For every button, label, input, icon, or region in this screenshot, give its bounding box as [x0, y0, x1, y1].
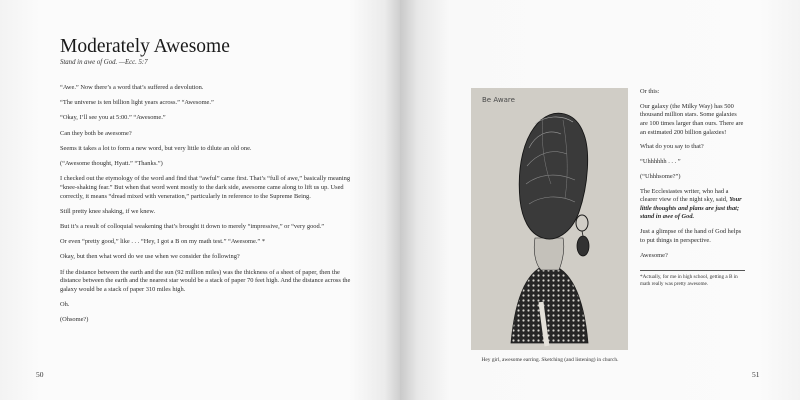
sketch-illustration [471, 88, 628, 350]
paragraph: Okay, but then what word do we use when we consider the following? [60, 253, 240, 261]
ecclesiastes-quote: Your little thoughts and plans are just that; stand in awe of God. [640, 196, 742, 221]
footnote-rule [640, 270, 745, 271]
sketch-handwritten-label: Be Aware [482, 96, 515, 104]
paragraph: If the distance between the earth and the sun (92 million miles) was the thickness of a sheet of paper, then the distance between the earth and the nearest star would be a stack of paper 70 feet high. And the distance across the galaxy would be a stack of paper 310 miles high. [60, 268, 351, 294]
paragraph: (“Awesome thought, Hyatt.” “Thanks.”) [60, 160, 163, 168]
paragraph: Or this: [640, 88, 660, 95]
page-number-left: 50 [36, 370, 44, 379]
paragraph: Our galaxy (the Milky Way) has 500 thousand million stars. Some galaxies are 100 times larger than ours. There are an estimated 200 billion galaxies! [640, 102, 744, 136]
paragraph: Awesome? [640, 251, 668, 259]
paragraph: Just a glimpse of the hand of God helps to put things in perspective. [640, 228, 742, 244]
paragraph: “Uhhhhhh . . . ” [640, 158, 681, 166]
paragraph: I checked out the etymology of the word and find that “awful” came first. That’s “full of awe,” basically meaning “knee-shaking fear.” But when that word went mostly to the dark side, awesome came along to lift us up. Used correctly, it means “dread mixed with veneration,” particularly in reference to the Supreme Being. [60, 175, 351, 200]
paragraph: “Okay, I’ll see you at 5:00.” “Awesome.” [60, 114, 166, 122]
side-column [640, 88, 745, 288]
paragraph: Can they both be awesome? [60, 129, 132, 137]
paragraph: (“Uhhhsome?”) [640, 172, 681, 180]
paragraph: (Ohsome?) [60, 316, 89, 324]
page-number-right: 51 [752, 370, 760, 379]
paragraph: Oh. [60, 301, 70, 309]
paragraph: But it’s a result of colloquial weakening that’s brought it down to merely “impressive,” or “very good.” [60, 223, 325, 231]
paragraph: “The universe is ten billion light years across.” “Awesome.” [60, 99, 214, 107]
ecclesiastes-text: The Ecclesiastes writer, who had a clearer view of the night sky, said, [640, 187, 730, 204]
body-text [60, 84, 360, 332]
sketch-caption: Hey girl, awesome earring. Sketching (and listening) in church. [481, 357, 619, 363]
right-page [400, 0, 800, 400]
paragraph: Or even “pretty good,” like . . . “Hey, I got a B on my math test.” “Awesome.” * [60, 238, 266, 246]
paragraph: Still pretty knee shaking, if we knew. [60, 207, 156, 215]
epigraph: Stand in awe of God. —Ecc. 5:7 [60, 59, 148, 66]
paragraph: What do you say to that? [640, 143, 704, 151]
ecclesiastes-paragraph [640, 188, 745, 222]
footnote: *Actually, for me in high school, getting a B in math really was pretty awesome. [640, 274, 738, 288]
chapter-title: Moderately Awesome [60, 36, 230, 57]
paragraph: “Awe.” Now there’s a word that’s suffered a devolution. [60, 84, 204, 91]
paragraph: Seems it takes a lot to form a new word, but very little to dilute an old one. [60, 144, 252, 152]
